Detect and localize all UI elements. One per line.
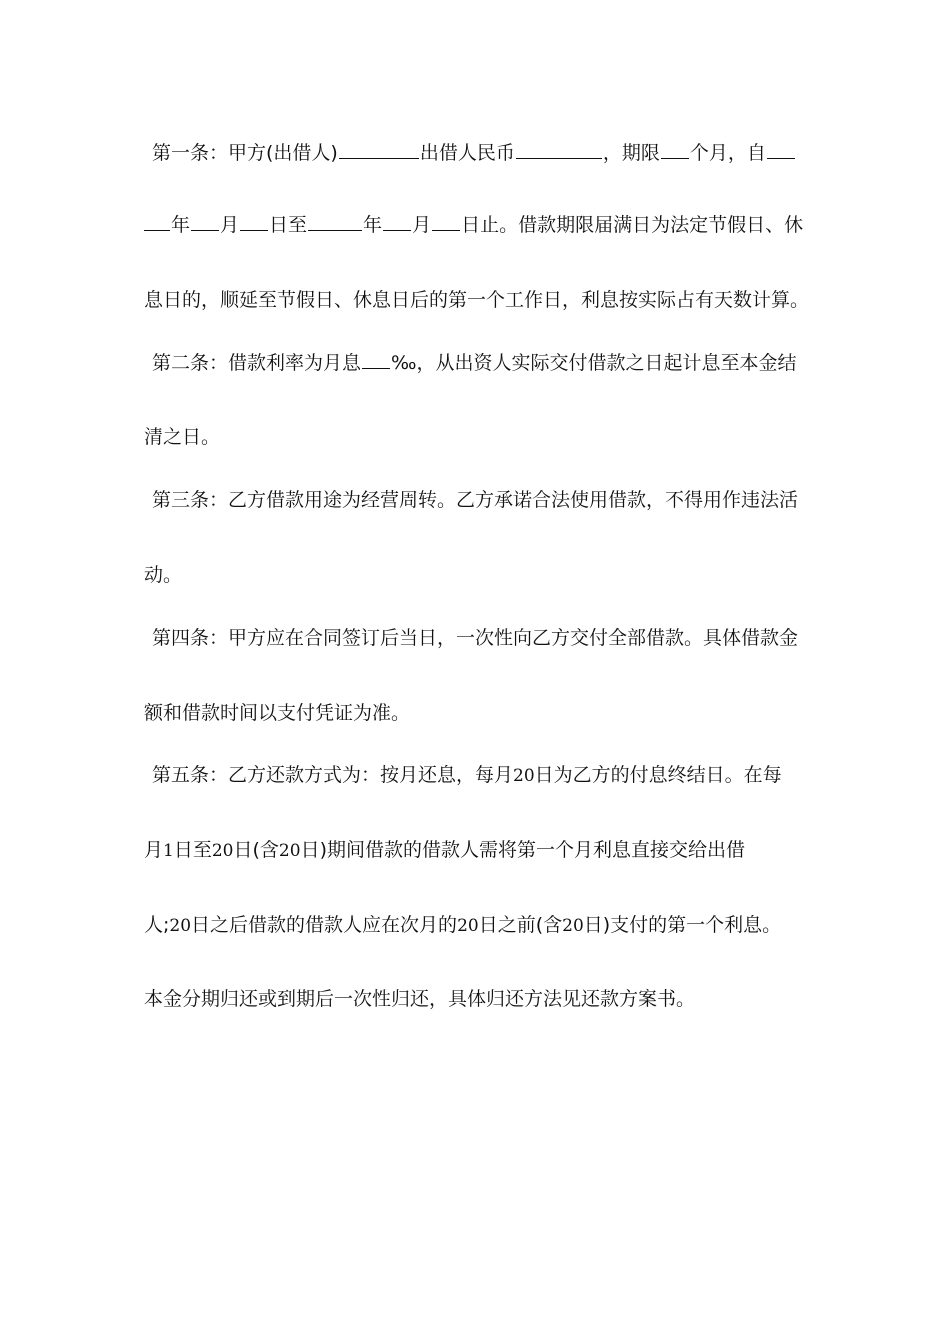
article-2-line-2 [144,425,814,449]
number: 20 [457,916,479,936]
text: 月 [412,214,432,236]
text: 动。 [144,564,183,586]
lender-name-blank [339,140,419,159]
text: 年 [363,214,383,236]
text: 日(含 [233,839,279,861]
article-2-line-1 [144,350,822,375]
number: 20 [513,766,535,786]
text: 第五条：乙方还款方式为：按月还息，每月 [152,764,514,786]
months-blank [661,140,689,159]
article-5-line-3 [144,913,814,938]
start-month-blank [191,212,219,231]
number: 20 [278,841,301,861]
text: 日之前(含 [478,914,563,936]
start-year-blank [767,140,795,159]
text: 个月，自 [689,142,766,164]
number: 20 [562,916,584,936]
article-5-line-4 [144,987,814,1011]
text: 清之日。 [144,426,221,448]
article-3-line-1 [144,488,822,512]
text: ‰，从出资人实际交付借款之日起计息至本金结 [391,352,797,374]
text: 息日的，顺延至节假日、休息日后的第一个工作日，利息按实际占有天数计算。 [144,289,810,311]
text: 第三条：乙方借款用途为经营周转。乙方承诺合法使用借款，不得用作违法活 [152,489,799,511]
article-1-line-1 [144,140,822,165]
amount-blank [516,140,602,159]
text: 日至 [269,214,308,236]
text: 日至 [173,839,212,861]
number: 20 [169,916,192,936]
text: 人; [144,914,170,936]
text: 日之后借款的借款人应在次月的 [191,914,458,936]
text: 额和借款时间以支付凭证为准。 [144,702,411,724]
text: 日为乙方的付息终结日。在每 [534,764,782,786]
article-5-line-1 [144,763,822,788]
text: ，期限 [602,142,660,164]
text: 第一条：甲方(出借人) [152,142,338,164]
article-4-line-2 [144,701,814,725]
start-year-blank-cont [144,212,170,231]
start-day-blank [240,212,268,231]
end-month-blank [383,212,411,231]
text: 本金分期归还或到期后一次性归还，具体归还方法见还款方案书。 [144,988,696,1010]
text: 出借人民币 [419,142,515,164]
text: 第二条：借款利率为月息 [152,352,362,374]
text: 月 [144,839,164,861]
article-5-line-2 [144,838,814,863]
article-4-line-1 [144,626,822,650]
text: 日)期间借款的借款人需将第一个月利息直接交给出借 [300,839,745,861]
article-1-line-2 [144,212,814,237]
text: 年 [171,214,191,236]
text: 月 [220,214,240,236]
article-1-line-3 [144,288,814,312]
article-3-line-2 [144,563,814,587]
text: 日)支付的第一个利息。 [583,914,782,936]
number: 20 [211,841,234,861]
text: 第四条：甲方应在合同签订后当日，一次性向乙方交付全部借款。具体借款金 [152,627,799,649]
number: 1 [163,841,174,861]
text: 日止。借款期限届满日为法定节假日、休 [461,214,804,236]
end-year-blank [308,212,362,231]
interest-rate-blank [362,350,390,369]
end-day-blank [432,212,460,231]
